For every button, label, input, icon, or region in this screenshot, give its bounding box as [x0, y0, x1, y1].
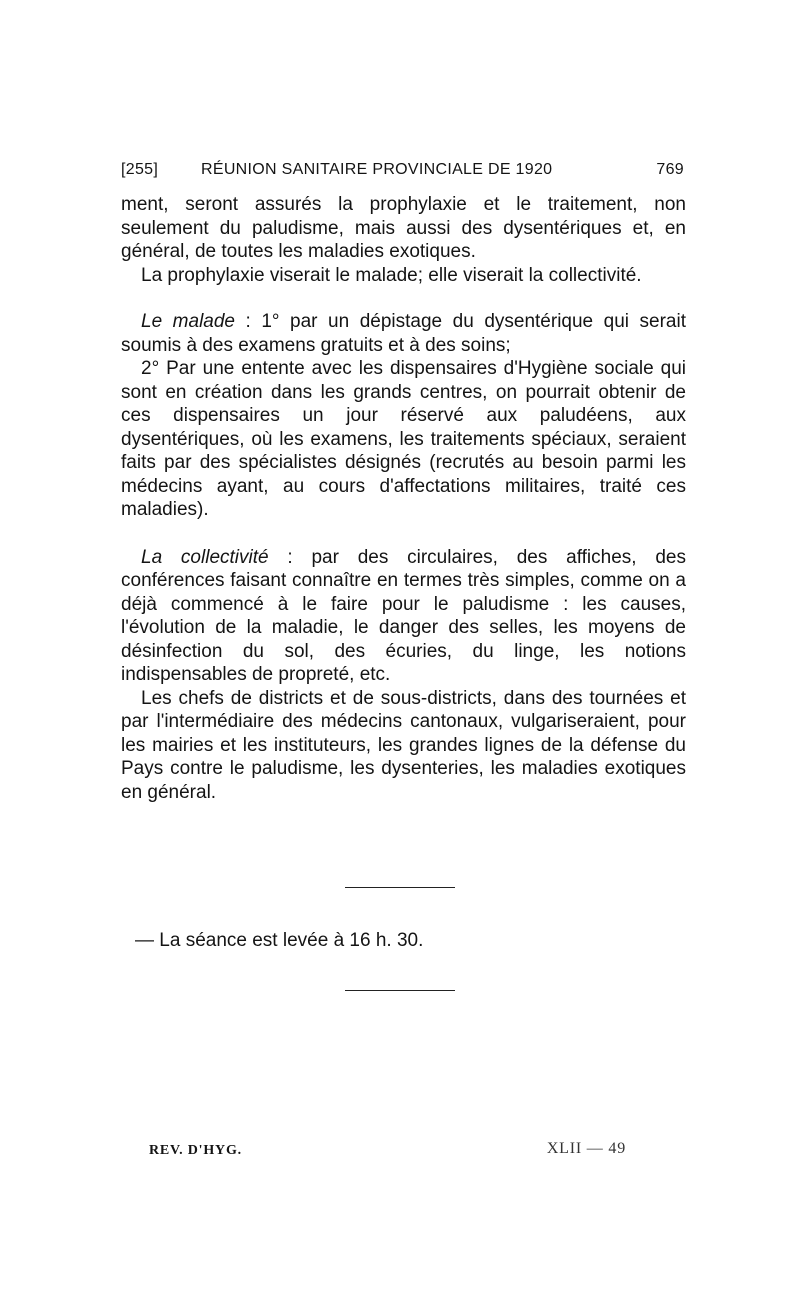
- paragraph-continuation: ment, seront assurés la prophylaxie et le traitement, non seulement du paludisme, mais aussi des dysentériques et, en général, de toutes les maladies exotiques.: [121, 194, 686, 262]
- page-number: 769: [656, 161, 684, 178]
- page-reference: [255]: [121, 161, 159, 178]
- paragraph-le-malade-text: : 1° par un dépistage du dysentérique qui serait soumis à des examens gratuits et à des soins;: [121, 311, 687, 356]
- section-divider-top: [345, 887, 455, 888]
- paragraph-prophylaxie: La prophylaxie viserait le malade; elle viserait la collectivité.: [141, 264, 642, 286]
- paragraph-le-malade: [121, 310, 686, 357]
- closing-line: — La séance est levée à 16 h. 30.: [135, 930, 424, 951]
- paragraph-spacer: [121, 522, 686, 546]
- footer-journal: REV. D'HYG.: [149, 1143, 242, 1158]
- paragraph-spacer: [121, 287, 686, 310]
- section-lead-collectivite: La collectivité: [141, 546, 269, 568]
- running-header: [121, 155, 686, 185]
- section-divider-bottom: [345, 990, 455, 991]
- footer-volume: XLII — 49: [546, 1140, 626, 1157]
- running-title: RÉUNION SANITAIRE PROVINCIALE DE 1920: [201, 161, 553, 178]
- body-text: [121, 193, 686, 804]
- paragraph-entente: 2° Par une entente avec les dispensaires d'Hygiène sociale qui sont en création dans les grands centres, on pourrait obtenir de ces dispensaires un jour réservé aux paludéens, aux dysentériques, où les examens, les traitements spéciaux, seraient faits par des spécialistes désignés (recrutés au besoin parmi les médecins ayant, au cours d'affectations militaires, traité ces maladies).: [121, 358, 686, 520]
- paragraph-collectivite: [121, 546, 686, 687]
- paragraph-chefs-districts: Les chefs de districts et de sous-districts, dans des tournées et par l'intermédiaire des médecins cantonaux, vulgariseraient, pour les mairies et les instituteurs, les grandes lignes de la défense du Pays contre le paludisme, les dysenteries, les maladies exotiques en général.: [121, 687, 686, 803]
- paragraph-collectivite-text: : par des circulaires, des affiches, des conférences faisant connaître en termes très simples, comme on a déjà commencé à le faire pour le paludisme : les causes, l'évolution de la maladie, le danger des selles, les moyens de désinfection du sol, des écuries, du linge, les notions indispensables de propreté, etc.: [121, 546, 686, 685]
- section-lead-le-malade: Le malade: [141, 311, 235, 332]
